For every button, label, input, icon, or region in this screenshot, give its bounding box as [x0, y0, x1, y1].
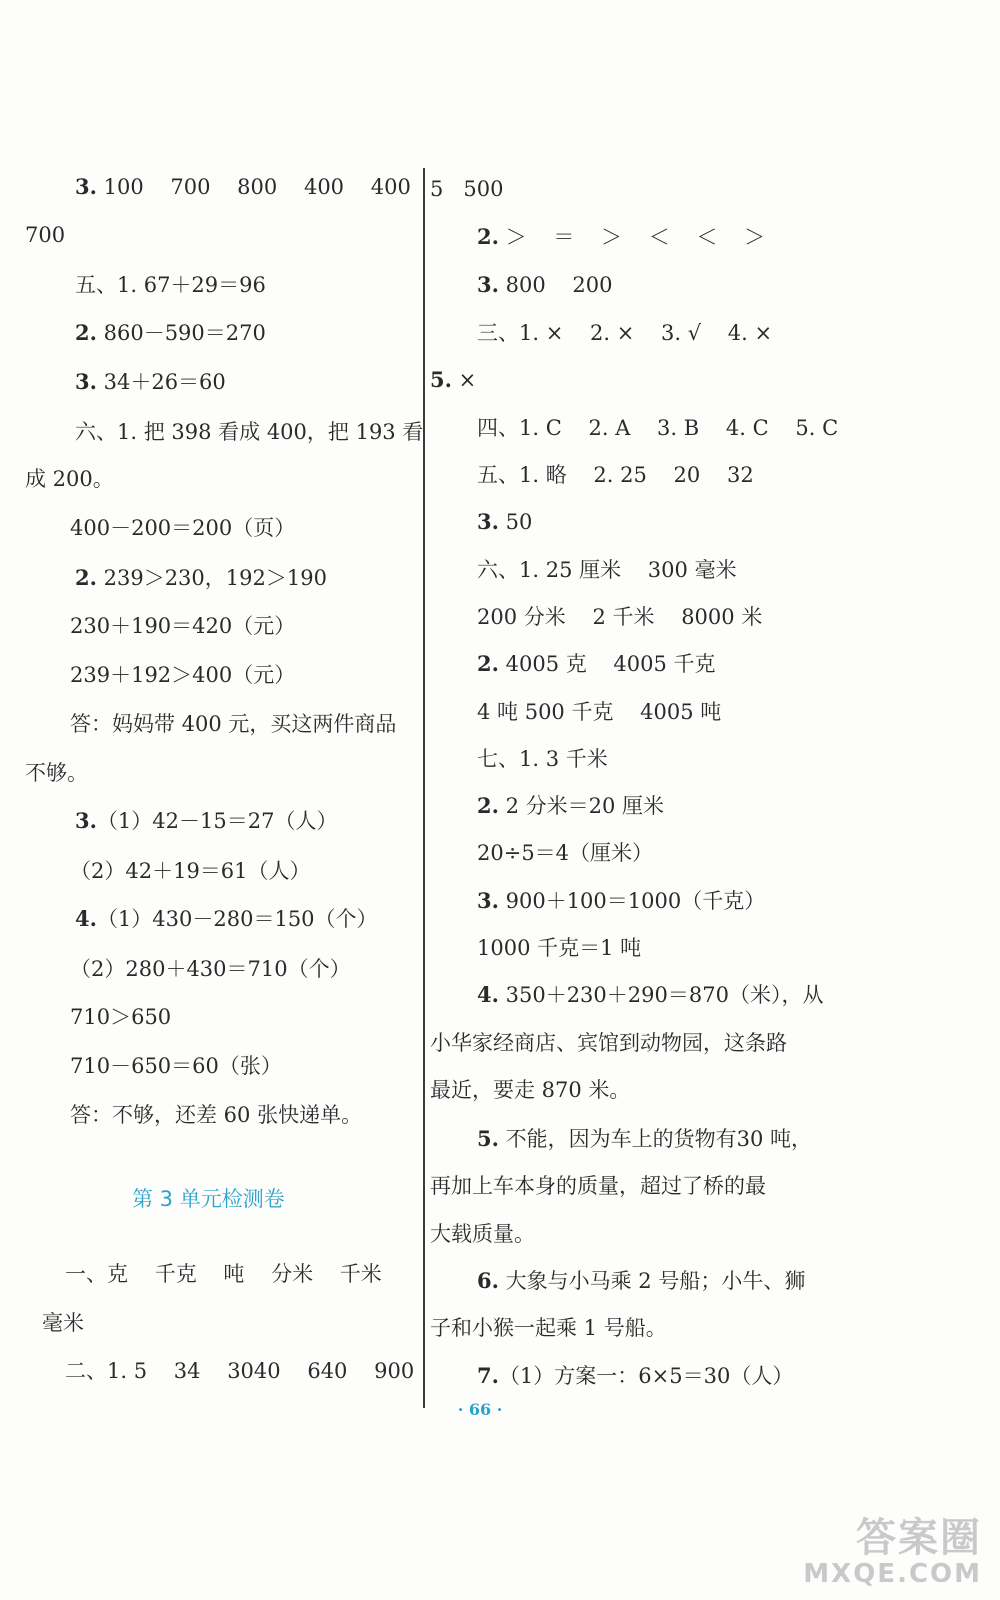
answer-line: 再加上车本身的质量，超过了桥的最: [430, 1174, 766, 1198]
answer-line: 子和小猴一起乘 1 号船。: [430, 1316, 667, 1340]
answer-line: 七、1. 3 千米: [477, 747, 608, 771]
answer-line: 20÷5＝4（厘米）: [477, 841, 654, 865]
answer-line: 710－650＝60（张）: [70, 1054, 282, 1078]
answer-line: 六、1. 25 厘米 300 毫米: [477, 558, 737, 582]
answer-line: 700: [25, 223, 66, 247]
page-number: · 66 ·: [457, 1400, 503, 1419]
answer-line: 200 分米 2 千米 8000 米: [477, 605, 763, 629]
answer-line: 四、1. C 2. A 3. B 4. C 5. C: [477, 416, 839, 440]
answer-line: 一、克 千克 吨 分米 千米: [65, 1262, 382, 1286]
watermark-bottom: MXQE.COM: [803, 1559, 982, 1589]
answer-line: 六、1. 把 398 看成 400，把 193 看: [75, 420, 424, 444]
answer-line: 2. 4005 克 4005 千克: [477, 651, 716, 676]
answer-line: 2. 239＞230，192＞190: [75, 565, 327, 590]
answer-line: 最近，要走 870 米。: [430, 1078, 631, 1102]
answer-line: 3. 900＋100＝1000（千克）: [477, 888, 766, 913]
answer-line: 3.（1）42－15＝27（人）: [75, 808, 338, 833]
watermark-logo: [803, 1516, 982, 1588]
answer-line: 2. ＞ ＝ ＞ ＜ ＜ ＞: [477, 224, 766, 249]
answer-line: 239＋192＞400（元）: [70, 663, 296, 687]
answer-line: 6. 大象与小马乘 2 号船；小牛、狮: [477, 1268, 806, 1293]
answer-line: 答：不够，还差 60 张快递单。: [70, 1103, 363, 1127]
section-heading: 第 3 单元检测卷: [132, 1187, 285, 1211]
answer-line: 1000 千克＝1 吨: [477, 936, 642, 960]
answer-line: 710＞650: [70, 1005, 172, 1029]
answer-line: 7.（1）方案一：6×5＝30（人）: [477, 1363, 794, 1388]
answer-line: 5 500: [430, 177, 504, 201]
answer-line: 答：妈妈带 400 元，买这两件商品: [70, 712, 397, 736]
column-divider: [423, 168, 425, 1408]
answer-line: 成 200。: [25, 467, 114, 491]
answer-line: 4. 350＋230＋290＝870（米），从: [477, 982, 824, 1007]
answer-line: （2）280＋430＝710（个）: [70, 957, 351, 981]
answer-line: 2. 2 分米＝20 厘米: [477, 793, 665, 818]
answer-line: 五、1. 67＋29＝96: [75, 273, 266, 297]
answer-line: 小华家经商店、宾馆到动物园，这条路: [430, 1031, 787, 1055]
answer-line: 五、1. 略 2. 25 20 32: [477, 463, 754, 487]
answer-line: 230＋190＝420（元）: [70, 614, 296, 638]
answer-line: 3. 50: [477, 509, 533, 534]
answer-line: （2）42＋19＝61（人）: [70, 859, 311, 883]
answer-line: 5. ×: [430, 367, 477, 392]
answer-line: 4 吨 500 千克 4005 吨: [477, 700, 722, 724]
answer-line: 三、1. × 2. × 3. √ 4. ×: [477, 321, 773, 345]
answer-line: 3. 34＋26＝60: [75, 369, 226, 394]
answer-line: 5. 不能，因为车上的货物有30 吨，: [477, 1126, 813, 1151]
answer-line: 3. 100 700 800 400 400: [75, 174, 411, 199]
answer-line: 400－200＝200（页）: [70, 516, 296, 540]
answer-line: 不够。: [25, 761, 88, 785]
watermark-top: 答案圈: [856, 1515, 982, 1561]
answer-line: 2. 860－590＝270: [75, 320, 266, 345]
answer-line: 二、1. 5 34 3040 640 900: [65, 1359, 415, 1383]
answer-line: 4.（1）430－280＝150（个）: [75, 906, 378, 931]
answer-line: 毫米: [42, 1311, 84, 1335]
answer-line: 3. 800 200: [477, 272, 613, 297]
answer-line: 大载质量。: [430, 1222, 535, 1246]
